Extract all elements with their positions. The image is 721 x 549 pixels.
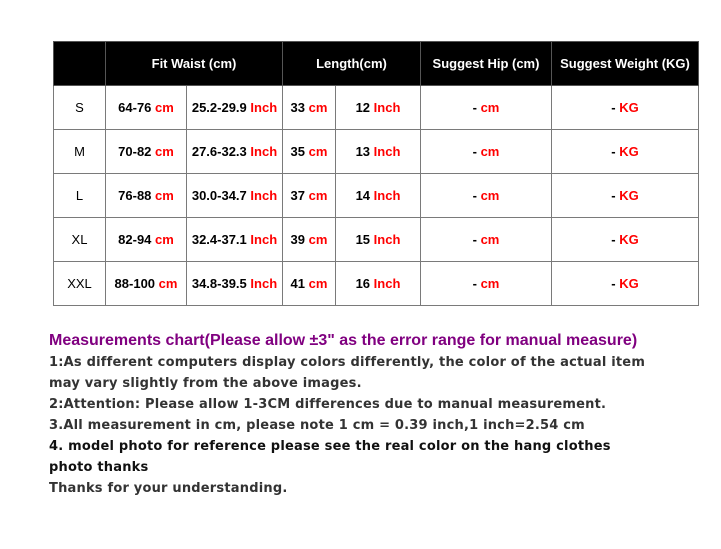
waist-inch-value: 25.2-29.9 — [191, 100, 247, 115]
unit-cm: cm — [308, 232, 328, 247]
waist-inch-cell — [187, 218, 283, 262]
unit-cm: cm — [308, 276, 328, 291]
waist-cm-value: 70-82 — [118, 144, 152, 159]
unit-inch: Inch — [373, 100, 401, 115]
unit-inch: Inch — [250, 188, 278, 203]
waist-inch-cell — [187, 262, 283, 306]
unit-cm: cm — [480, 276, 500, 291]
length-inch-cell — [336, 218, 421, 262]
table-row — [54, 262, 699, 306]
table-row — [54, 174, 699, 218]
hip-cell — [421, 86, 552, 130]
unit-cm: cm — [158, 276, 178, 291]
header-suggest-hip: Suggest Hip (cm) — [421, 42, 552, 86]
waist-cm-value: 76-88 — [118, 188, 152, 203]
hip-value: - — [472, 276, 477, 291]
unit-cm: cm — [155, 100, 174, 115]
length-inch-value: 13 — [355, 144, 371, 159]
weight-value: - — [611, 100, 616, 115]
waist-cm-cell — [106, 86, 187, 130]
waist-cm-value: 64-76 — [118, 100, 152, 115]
header-size — [54, 42, 106, 86]
length-cm-value: 41 — [290, 276, 306, 291]
length-cm-cell — [283, 86, 336, 130]
unit-cm: cm — [480, 232, 500, 247]
size-cell: M — [54, 130, 106, 174]
unit-inch: Inch — [250, 276, 278, 291]
unit-cm: cm — [155, 232, 174, 247]
note-line-2: 2:Attention: Please allow 1-3CM differences due to manual measurement. — [49, 397, 607, 412]
waist-cm-value: 82-94 — [118, 232, 152, 247]
length-inch-value: 16 — [355, 276, 371, 291]
table-row — [54, 86, 699, 130]
hip-cell — [421, 262, 552, 306]
hip-value: - — [472, 100, 477, 115]
unit-inch: Inch — [250, 100, 278, 115]
note-line-4: 4. model photo for reference please see the real color on the hang clothes photo thanks — [49, 439, 611, 475]
measurements-chart-headline: Measurements chart(Please allow ±3" as the error range for manual measure) — [49, 332, 638, 349]
table-row — [54, 218, 699, 262]
length-cm-value: 35 — [290, 144, 306, 159]
waist-inch-cell — [187, 174, 283, 218]
unit-cm: cm — [480, 100, 500, 115]
waist-inch-cell — [187, 130, 283, 174]
weight-cell — [552, 174, 699, 218]
hip-cell — [421, 218, 552, 262]
waist-cm-cell — [106, 174, 187, 218]
weight-cell — [552, 86, 699, 130]
unit-kg: KG — [619, 144, 639, 159]
weight-cell — [552, 262, 699, 306]
length-cm-cell — [283, 174, 336, 218]
waist-inch-value: 27.6-32.3 — [191, 144, 247, 159]
length-inch-cell — [336, 86, 421, 130]
header-suggest-weight: Suggest Weight (KG) — [552, 42, 699, 86]
waist-inch-value: 34.8-39.5 — [191, 276, 247, 291]
weight-value: - — [611, 144, 616, 159]
unit-cm: cm — [308, 144, 328, 159]
waist-inch-value: 32.4-37.1 — [191, 232, 247, 247]
waist-inch-value: 30.0-34.7 — [191, 188, 247, 203]
size-cell: S — [54, 86, 106, 130]
unit-inch: Inch — [373, 232, 401, 247]
unit-cm: cm — [155, 144, 174, 159]
length-cm-cell — [283, 218, 336, 262]
waist-cm-cell — [106, 130, 187, 174]
unit-inch: Inch — [250, 144, 278, 159]
length-cm-value: 39 — [290, 232, 306, 247]
hip-value: - — [472, 188, 477, 203]
length-cm-value: 33 — [290, 100, 306, 115]
length-cm-cell — [283, 130, 336, 174]
length-inch-cell — [336, 174, 421, 218]
unit-cm: cm — [480, 188, 500, 203]
size-cell: XL — [54, 218, 106, 262]
length-inch-value: 15 — [355, 232, 371, 247]
unit-kg: KG — [619, 100, 639, 115]
unit-kg: KG — [619, 188, 639, 203]
unit-kg: KG — [619, 232, 639, 247]
length-inch-value: 14 — [355, 188, 371, 203]
unit-cm: cm — [480, 144, 500, 159]
header-length: Length(cm) — [283, 42, 421, 86]
weight-value: - — [611, 188, 616, 203]
unit-kg: KG — [619, 276, 639, 291]
measurement-notes — [49, 331, 649, 499]
length-inch-cell — [336, 262, 421, 306]
waist-cm-value: 88-100 — [114, 276, 156, 291]
size-cell: XXL — [54, 262, 106, 306]
waist-cm-cell — [106, 262, 187, 306]
unit-inch: Inch — [250, 232, 278, 247]
unit-inch: Inch — [373, 188, 401, 203]
weight-cell — [552, 218, 699, 262]
hip-value: - — [472, 144, 477, 159]
note-line-1: 1:As different computers display colors differently, the color of the actual item may vary slightly from the above images. — [49, 355, 646, 391]
size-cell: L — [54, 174, 106, 218]
length-inch-cell — [336, 130, 421, 174]
table-header-row — [54, 42, 699, 86]
unit-inch: Inch — [373, 144, 401, 159]
hip-cell — [421, 174, 552, 218]
unit-cm: cm — [308, 188, 328, 203]
hip-cell — [421, 130, 552, 174]
table-row — [54, 130, 699, 174]
weight-value: - — [611, 232, 616, 247]
note-line-5: Thanks for your understanding. — [49, 481, 288, 496]
unit-cm: cm — [308, 100, 328, 115]
weight-value: - — [611, 276, 616, 291]
length-inch-value: 12 — [355, 100, 371, 115]
weight-cell — [552, 130, 699, 174]
header-fit-waist: Fit Waist (cm) — [106, 42, 283, 86]
unit-inch: Inch — [373, 276, 401, 291]
hip-value: - — [472, 232, 477, 247]
size-chart-table — [53, 41, 699, 306]
waist-inch-cell — [187, 86, 283, 130]
note-line-3: 3.All measurement in cm, please note 1 cm = 0.39 inch,1 inch=2.54 cm — [49, 418, 585, 433]
waist-cm-cell — [106, 218, 187, 262]
length-cm-value: 37 — [290, 188, 306, 203]
length-cm-cell — [283, 262, 336, 306]
unit-cm: cm — [155, 188, 174, 203]
